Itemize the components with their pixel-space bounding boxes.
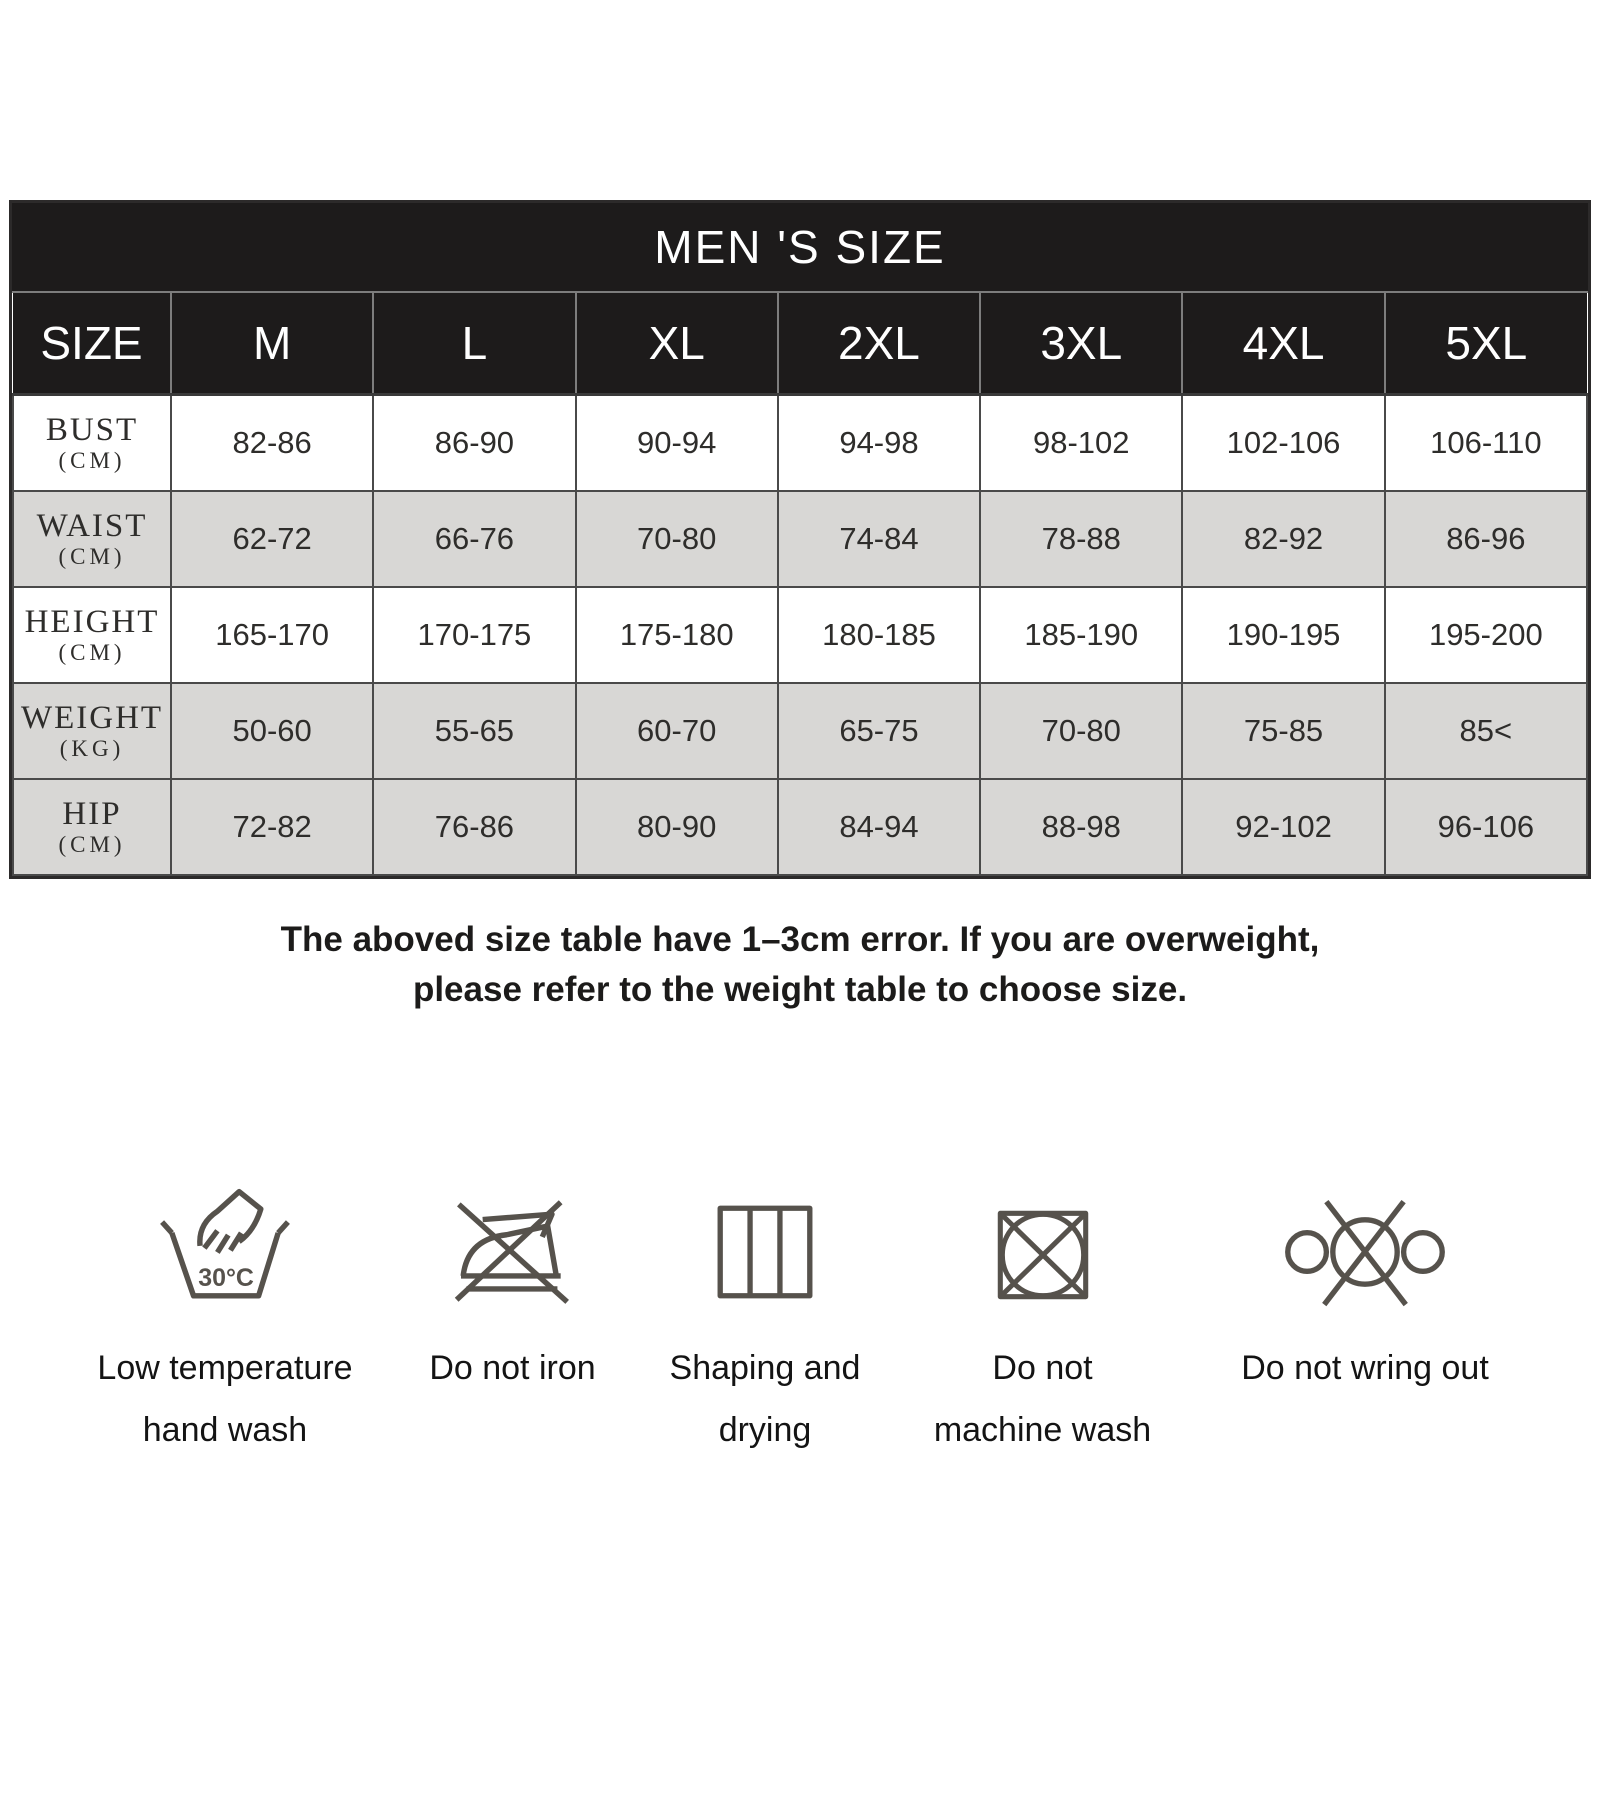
header-cell-2xl: 2XL (778, 293, 980, 395)
row-label-weight: WEIGHT (KG) (13, 683, 171, 779)
header-cell-xl: XL (576, 293, 778, 395)
row-label-bust: BUST (CM) (13, 395, 171, 492)
table-cell: 195-200 (1385, 587, 1587, 683)
table-cell: 84-94 (778, 779, 980, 875)
table-cell: 170-175 (373, 587, 575, 683)
header-cell-5xl: 5XL (1385, 293, 1587, 395)
table-cell: 50-60 (171, 683, 373, 779)
table-cell: 175-180 (576, 587, 778, 683)
do-not-wring-out-icon (1200, 1173, 1530, 1311)
table-cell: 72-82 (171, 779, 373, 875)
size-table (12, 293, 1588, 876)
table-cell: 185-190 (980, 587, 1182, 683)
table-cell: 80-90 (576, 779, 778, 875)
care-instructions (0, 1173, 1600, 1461)
header-cell-4xl: 4XL (1182, 293, 1384, 395)
care-item-do-not-machine-wash (913, 1173, 1173, 1461)
care-label: Do not (992, 1349, 1093, 1387)
header-cell-size: SIZE (13, 293, 171, 395)
table-cell: 106-110 (1385, 395, 1587, 492)
size-header-row (13, 293, 1587, 395)
size-note (0, 915, 1600, 1015)
table-cell: 98-102 (980, 395, 1182, 492)
table-cell: 86-96 (1385, 491, 1587, 587)
table-cell: 88-98 (980, 779, 1182, 875)
care-item-shaping-drying (645, 1173, 885, 1461)
table-cell: 66-76 (373, 491, 575, 587)
table-row-weight (13, 683, 1587, 779)
care-label: Do not wring out (1241, 1349, 1489, 1387)
care-item-do-not-iron (408, 1173, 618, 1399)
do-not-iron-icon (408, 1173, 618, 1311)
care-label: Low temperature (97, 1349, 353, 1387)
size-chart-title: MEN 'S SIZE (12, 203, 1588, 293)
hand-wash-30c-icon (70, 1173, 380, 1311)
size-note-line1: The aboved size table have 1–3cm error. If you are overweight, (280, 920, 1320, 959)
header-cell-m: M (171, 293, 373, 395)
table-cell: 86-90 (373, 395, 575, 492)
do-not-machine-wash-icon (913, 1173, 1173, 1311)
care-label: machine wash (933, 1411, 1152, 1449)
row-label-waist: WAIST (CM) (13, 491, 171, 587)
size-chart (9, 200, 1591, 879)
table-cell: 62-72 (171, 491, 373, 587)
row-label-height: HEIGHT (CM) (13, 587, 171, 683)
table-cell: 65-75 (778, 683, 980, 779)
table-cell: 70-80 (576, 491, 778, 587)
table-cell: 70-80 (980, 683, 1182, 779)
header-cell-l: L (373, 293, 575, 395)
table-cell: 76-86 (373, 779, 575, 875)
table-cell: 82-92 (1182, 491, 1384, 587)
row-label-hip: HIP (CM) (13, 779, 171, 875)
table-cell: 165-170 (171, 587, 373, 683)
table-cell: 102-106 (1182, 395, 1384, 492)
table-row-bust (13, 395, 1587, 492)
table-cell: 85< (1385, 683, 1587, 779)
size-note-line2: please refer to the weight table to choose size. (412, 970, 1188, 1009)
table-cell: 60-70 (576, 683, 778, 779)
table-row-waist (13, 491, 1587, 587)
table-cell: 78-88 (980, 491, 1182, 587)
care-label: hand wash (142, 1411, 308, 1449)
table-cell: 180-185 (778, 587, 980, 683)
table-row-height (13, 587, 1587, 683)
table-cell: 82-86 (171, 395, 373, 492)
table-cell: 90-94 (576, 395, 778, 492)
table-cell: 74-84 (778, 491, 980, 587)
care-item-hand-wash (70, 1173, 380, 1461)
table-cell: 92-102 (1182, 779, 1384, 875)
header-cell-3xl: 3XL (980, 293, 1182, 395)
table-cell: 96-106 (1385, 779, 1587, 875)
table-cell: 190-195 (1182, 587, 1384, 683)
table-cell: 94-98 (778, 395, 980, 492)
svg-text:30°C: 30°C (198, 1264, 254, 1293)
care-item-do-not-wring (1200, 1173, 1530, 1399)
care-label: drying (718, 1411, 812, 1449)
table-cell: 75-85 (1182, 683, 1384, 779)
table-row-hip (13, 779, 1587, 875)
shaping-and-drying-icon (645, 1173, 885, 1311)
care-label: Do not iron (429, 1349, 596, 1387)
table-cell: 55-65 (373, 683, 575, 779)
care-label: Shaping and (669, 1349, 861, 1387)
